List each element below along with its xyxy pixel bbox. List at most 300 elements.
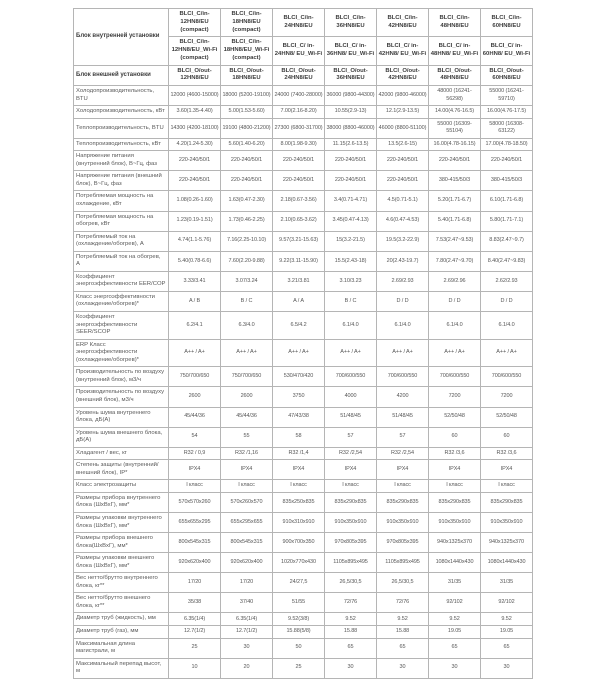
spec-value-cell: 12.7(1/2) [169, 625, 221, 638]
spec-row-label: Класс электрозащиты [74, 480, 169, 493]
spec-value-cell: 20 [221, 658, 273, 678]
spec-value-cell: 700/600/550 [325, 367, 377, 387]
spec-value-cell: 3750 [273, 387, 325, 407]
indoor-model-name: BLCI_C/in-60HN8/EU [481, 9, 533, 37]
spec-value-cell: 4.5(0.71-5.1) [377, 191, 429, 211]
spec-value-cell: R32 /3,6 [429, 447, 481, 460]
spec-value-cell: 655x655x295 [169, 512, 221, 532]
spec-value-cell: I класс [377, 480, 429, 493]
spec-row [74, 251, 533, 271]
spec-row-label: Диаметр труб (газ), мм [74, 625, 169, 638]
spec-value-cell: 380-415/50/3 [481, 171, 533, 191]
indoor-model-name: BLCI_C/in-24HN8/EU [273, 9, 325, 37]
spec-row-label: Размеры упаковки внешнего блока (ШхВхГ), мм* [74, 553, 169, 573]
spec-row-label: ERP Класс энергоэффективности (охлаждение/обогрев)* [74, 339, 169, 367]
indoor-wifi-model-name: BLCI_C/ in-48HN8/ EU_Wi-Fi [429, 37, 481, 65]
spec-value-cell: 14.00(4.76-16.5) [429, 106, 481, 119]
spec-value-cell: 7.80(2.47~9.70) [429, 251, 481, 271]
spec-value-cell: 835x290x835 [481, 492, 533, 512]
spec-value-cell: 50 [273, 638, 325, 658]
spec-row-label: Производительность по воздуху (внутренний блок), м3/ч [74, 367, 169, 387]
spec-value-cell: 54 [169, 427, 221, 447]
indoor-wifi-model-name: BLCI_C/in-18HN8/EU_Wi-Fi (compact) [221, 37, 273, 65]
outdoor-model-name: BLCI_O/out-48HN8/EU [429, 65, 481, 86]
spec-row [74, 460, 533, 480]
spec-value-cell: 47/43/38 [273, 407, 325, 427]
spec-row [74, 492, 533, 512]
outdoor-model-name: BLCI_O/out-18HN8/EU [221, 65, 273, 86]
spec-value-cell: IPX4 [221, 460, 273, 480]
spec-value-cell: 30 [221, 638, 273, 658]
spec-value-cell: 1.08(0.26-1.60) [169, 191, 221, 211]
spec-value-cell: 12000 (4600-15000) [169, 86, 221, 106]
spec-value-cell: 3.4(0.71-4.71) [325, 191, 377, 211]
spec-value-cell: 2.62/2.93 [481, 271, 533, 291]
spec-row-label: Холодопроизводительность, кВт [74, 106, 169, 119]
spec-value-cell: 9.52 [377, 613, 429, 626]
spec-table-body [74, 86, 533, 678]
spec-value-cell: 14300 (4200-18100) [169, 118, 221, 138]
spec-row [74, 271, 533, 291]
spec-value-cell: 52/50/48 [481, 407, 533, 427]
spec-value-cell: 910x350x910 [377, 512, 429, 532]
spec-row-label: Коэффициент энергоэффективности SEER/SCOP [74, 312, 169, 340]
indoor-wifi-model-name: BLCI_C/in-12HN8/EU_Wi-Fi (compact) [169, 37, 221, 65]
spec-value-cell: A / B [169, 291, 221, 311]
spec-value-cell: R32 /3,6 [481, 447, 533, 460]
spec-value-cell: 220-240/50/1 [377, 171, 429, 191]
spec-row [74, 339, 533, 367]
spec-value-cell: 7200 [481, 387, 533, 407]
spec-value-cell: 4200 [377, 387, 429, 407]
spec-row [74, 191, 533, 211]
outdoor-model-name: BLCI_O/out-36HN8/EU [325, 65, 377, 86]
spec-value-cell: 220-240/50/1 [169, 171, 221, 191]
spec-row-label: Хладагент / вес, кг [74, 447, 169, 460]
spec-value-cell: 1080x1440x430 [429, 553, 481, 573]
spec-value-cell: IPX4 [169, 460, 221, 480]
spec-value-cell: 46000 (8800-51100) [377, 118, 429, 138]
spec-value-cell: 12.7(1/2) [221, 625, 273, 638]
spec-value-cell: 52/50/48 [429, 407, 481, 427]
spec-value-cell: R32 / 0,9 [169, 447, 221, 460]
spec-value-cell: B / C [221, 291, 273, 311]
spec-value-cell: 38000 (8800-46000) [325, 118, 377, 138]
outdoor-model-name: BLCI_O/out-24HN8/EU [273, 65, 325, 86]
spec-value-cell: 57 [377, 427, 429, 447]
spec-value-cell: D / D [429, 291, 481, 311]
spec-value-cell: 5.20(1.71-6.7) [429, 191, 481, 211]
spec-value-cell: 4.74(1.1-5.76) [169, 231, 221, 251]
spec-row [74, 573, 533, 593]
spec-value-cell: 220-240/50/1 [221, 171, 273, 191]
spec-value-cell: 6.1/4.0 [429, 312, 481, 340]
spec-value-cell: 18000 (5200-19100) [221, 86, 273, 106]
header-row-outdoor [74, 65, 533, 86]
spec-row-label: Потребляемая мощность на обогрев, кВт [74, 211, 169, 231]
spec-value-cell: 15.88 [325, 625, 377, 638]
spec-value-cell: IPX4 [429, 460, 481, 480]
spec-value-cell: 7.16(2.25-10.10) [221, 231, 273, 251]
spec-value-cell: 92/102 [481, 593, 533, 613]
spec-value-cell: 15.88(5/8) [273, 625, 325, 638]
spec-value-cell: 570x570x260 [169, 492, 221, 512]
spec-value-cell: 5.40(0.78-6.6) [169, 251, 221, 271]
spec-value-cell: 7.53(2.47~9.53) [429, 231, 481, 251]
spec-value-cell: 58 [273, 427, 325, 447]
spec-value-cell: A++ / A+ [325, 339, 377, 367]
spec-value-cell: 45/44/36 [169, 407, 221, 427]
spec-value-cell: 48000 (16241-56298) [429, 86, 481, 106]
indoor-section-label: Блок внутренней установки [74, 9, 169, 66]
spec-value-cell: 24/27,5 [273, 573, 325, 593]
spec-value-cell: 3.07/3.24 [221, 271, 273, 291]
spec-value-cell: 220-240/50/1 [169, 151, 221, 171]
spec-row-label: Размеры прибора внутреннего блока (ШхВхГ), мм* [74, 492, 169, 512]
spec-value-cell: 9.22(3.11-15.90) [273, 251, 325, 271]
spec-value-cell: 1080x1440x430 [481, 553, 533, 573]
spec-value-cell: 220-240/50/1 [377, 151, 429, 171]
spec-value-cell: 220-240/50/1 [273, 151, 325, 171]
spec-value-cell: 380-415/50/3 [429, 171, 481, 191]
spec-value-cell: 6.3/4.0 [221, 312, 273, 340]
spec-value-cell: 7.60(2.20-9.88) [221, 251, 273, 271]
spec-value-cell: 25 [273, 658, 325, 678]
spec-row-label: Холодопроизводительность, BTU [74, 86, 169, 106]
spec-value-cell: 25 [169, 638, 221, 658]
spec-value-cell: 58000 (16308-63122) [481, 118, 533, 138]
spec-value-cell: 3.10/3.23 [325, 271, 377, 291]
spec-value-cell: 3.60(1.35-4.40) [169, 106, 221, 119]
spec-row-label: Потребляемая мощность на охлаждение, кВт [74, 191, 169, 211]
spec-value-cell: 26,5/30,5 [325, 573, 377, 593]
spec-value-cell: 31/35 [429, 573, 481, 593]
spec-value-cell: 42000 (9800-46000) [377, 86, 429, 106]
spec-value-cell: A++ / A+ [169, 339, 221, 367]
spec-value-cell: 750/700/650 [169, 367, 221, 387]
spec-row [74, 151, 533, 171]
indoor-wifi-model-name: BLCI_C/ in-60HN8/ EU_Wi-Fi [481, 37, 533, 65]
spec-value-cell: 2600 [221, 387, 273, 407]
spec-value-cell: 900x700x350 [273, 533, 325, 553]
spec-value-cell: 1.73(0.46-2.25) [221, 211, 273, 231]
spec-value-cell: 4.20(1.24-5.30) [169, 138, 221, 151]
spec-value-cell: 51/55 [273, 593, 325, 613]
spec-row [74, 447, 533, 460]
spec-value-cell: 51/48/45 [325, 407, 377, 427]
spec-value-cell: 19.5(3.2-22.9) [377, 231, 429, 251]
spec-row-label: Потребляемый ток на обогрев, А [74, 251, 169, 271]
spec-value-cell: I класс [429, 480, 481, 493]
indoor-wifi-model-name: BLCI_C/ in-36HN8/ EU_Wi-Fi [325, 37, 377, 65]
spec-value-cell: B / C [325, 291, 377, 311]
spec-value-cell: 835x290x835 [429, 492, 481, 512]
spec-value-cell: 8.83(2.47~9.7) [481, 231, 533, 251]
spec-value-cell: D / D [377, 291, 429, 311]
spec-value-cell: 65 [429, 638, 481, 658]
spec-value-cell: 570x260x570 [221, 492, 273, 512]
outdoor-model-name: BLCI_O/out-12HN8/EU [169, 65, 221, 86]
spec-value-cell: A++ / A+ [221, 339, 273, 367]
spec-row-label: Напряжение питания (внешний блок), В~Гц, фаз [74, 171, 169, 191]
spec-value-cell: 750/700/650 [221, 367, 273, 387]
spec-value-cell: 5.00(1.53-5.60) [221, 106, 273, 119]
spec-value-cell: I класс [169, 480, 221, 493]
spec-value-cell: R32 /2,54 [325, 447, 377, 460]
header-row-indoor [74, 9, 533, 37]
spec-value-cell: 2.10(0.65-3.62) [273, 211, 325, 231]
spec-value-cell: 37/40 [221, 593, 273, 613]
spec-value-cell: 700/600/550 [481, 367, 533, 387]
spec-value-cell: 17.00(4.78-18.50) [481, 138, 533, 151]
spec-row-label: Степень защиты (внутренний/внешний блок), IP* [74, 460, 169, 480]
spec-row [74, 638, 533, 658]
spec-value-cell: D / D [481, 291, 533, 311]
spec-value-cell: R32 /2,54 [377, 447, 429, 460]
spec-value-cell: 220-240/50/1 [273, 171, 325, 191]
spec-value-cell: 920x620x400 [169, 553, 221, 573]
indoor-wifi-model-name: BLCI_C/ in-42HN8/ EU_Wi-Fi [377, 37, 429, 65]
spec-value-cell: 7.00(2.16-8.20) [273, 106, 325, 119]
spec-value-cell: 12.1(2.9-13.5) [377, 106, 429, 119]
spec-value-cell: 57 [325, 427, 377, 447]
spec-value-cell: 24000 (7400-28000) [273, 86, 325, 106]
spec-value-cell: 35/38 [169, 593, 221, 613]
spec-value-cell: 15.5(2.43-18) [325, 251, 377, 271]
spec-value-cell: 940x1325x370 [481, 533, 533, 553]
spec-value-cell: 220-240/50/1 [481, 151, 533, 171]
spec-value-cell: 835x290x835 [377, 492, 429, 512]
spec-row [74, 533, 533, 553]
spec-value-cell: 9.52(3/8) [273, 613, 325, 626]
spec-value-cell: 835x250x835 [273, 492, 325, 512]
indoor-model-name: BLCI_C/in-36HN8/EU [325, 9, 377, 37]
spec-value-cell: 55 [221, 427, 273, 447]
spec-row [74, 138, 533, 151]
spec-value-cell: 30 [429, 658, 481, 678]
spec-value-cell: 9.52 [325, 613, 377, 626]
spec-row [74, 658, 533, 678]
spec-value-cell: A++ / A+ [377, 339, 429, 367]
spec-row-label: Потребляемый ток на (охлаждение/обогрев), А [74, 231, 169, 251]
spec-value-cell: 5.60(1.40-6.20) [221, 138, 273, 151]
spec-value-cell: 6.1/4.0 [325, 312, 377, 340]
indoor-model-name: BLCI_C/in-48HN8/EU [429, 9, 481, 37]
spec-value-cell: IPX4 [377, 460, 429, 480]
spec-value-cell: 55000 (16309-55104) [429, 118, 481, 138]
spec-value-cell: IPX4 [481, 460, 533, 480]
spec-value-cell: 72/76 [377, 593, 429, 613]
spec-row-label: Диаметр труб (жидкость), мм [74, 613, 169, 626]
spec-value-cell: 17/20 [221, 573, 273, 593]
indoor-model-name: BLCI_C/in-42HN8/EU [377, 9, 429, 37]
spec-value-cell: 27300 (6800-31700) [273, 118, 325, 138]
spec-value-cell: 6.1/4.0 [481, 312, 533, 340]
spec-value-cell: I класс [481, 480, 533, 493]
spec-value-cell: 6.2/4.1 [169, 312, 221, 340]
spec-value-cell: A++ / A+ [481, 339, 533, 367]
spec-value-cell: 9.52 [429, 613, 481, 626]
spec-value-cell: 220-240/50/1 [325, 171, 377, 191]
spec-table-header [74, 9, 533, 86]
spec-row-label: Вес нетто/брутто внутреннего блока, кг** [74, 573, 169, 593]
indoor-model-name: BLCI_C/in-12HN8/EU (compact) [169, 9, 221, 37]
spec-row [74, 553, 533, 573]
spec-value-cell: 6.1/4.0 [377, 312, 429, 340]
spec-row [74, 118, 533, 138]
spec-value-cell: A / A [273, 291, 325, 311]
spec-value-cell: 9.52 [481, 613, 533, 626]
spec-value-cell: 2.69/2.93 [377, 271, 429, 291]
spec-value-cell: 65 [325, 638, 377, 658]
spec-value-cell: 31/35 [481, 573, 533, 593]
spec-row [74, 106, 533, 119]
indoor-model-name: BLCI_C/in-18HN8/EU (compact) [221, 9, 273, 37]
spec-value-cell: 3.45(0.47-4.13) [325, 211, 377, 231]
spec-value-cell: 36000 (9800-44300) [325, 86, 377, 106]
spec-value-cell: 30 [377, 658, 429, 678]
spec-value-cell: 970x805x395 [325, 533, 377, 553]
spec-row [74, 407, 533, 427]
spec-value-cell: 9.57(3.21-15.63) [273, 231, 325, 251]
spec-value-cell: A++ / A+ [273, 339, 325, 367]
spec-value-cell: 1.63(0.47-2.30) [221, 191, 273, 211]
spec-value-cell: 13.5(2.6-15) [377, 138, 429, 151]
spec-row [74, 231, 533, 251]
spec-value-cell: 1105x895x495 [377, 553, 429, 573]
spec-value-cell: 30 [325, 658, 377, 678]
spec-value-cell: IPX4 [273, 460, 325, 480]
spec-row-label: Размеры упаковки внутреннего блока (ШхВхГ), мм* [74, 512, 169, 532]
spec-row [74, 171, 533, 191]
indoor-wifi-model-name: BLCI_C/ in-24HN8/ EU_Wi-Fi [273, 37, 325, 65]
spec-value-cell: 910x350x910 [481, 512, 533, 532]
spec-row-label: Теплопроизводительность, кВт [74, 138, 169, 151]
spec-row [74, 427, 533, 447]
spec-value-cell: 920x620x400 [221, 553, 273, 573]
spec-value-cell: 700/600/550 [377, 367, 429, 387]
spec-value-cell: 26,5/30,5 [377, 573, 429, 593]
spec-value-cell: 16.00(4.78-16.15) [429, 138, 481, 151]
spec-value-cell: 910x310x910 [273, 512, 325, 532]
spec-value-cell: 6.10(1.71-6.8) [481, 191, 533, 211]
spec-value-cell: I класс [325, 480, 377, 493]
spec-row [74, 367, 533, 387]
spec-row-label: Размеры прибора внешнего блока(ШхВхГ), мм* [74, 533, 169, 553]
spec-value-cell: 16.00(4.76-17.5) [481, 106, 533, 119]
spec-value-cell: 910x350x910 [325, 512, 377, 532]
spec-row [74, 312, 533, 340]
spec-value-cell: 15(3.2-21.5) [325, 231, 377, 251]
spec-value-cell: 60 [481, 427, 533, 447]
spec-value-cell: 15.88 [377, 625, 429, 638]
spec-value-cell: 1.23(0.19-1.51) [169, 211, 221, 231]
spec-row-label: Класс энергоэффективности (охлаждение/обогрев)* [74, 291, 169, 311]
spec-value-cell: 30 [481, 658, 533, 678]
spec-row-label: Уровень шума внутреннего блока, дБ(А) [74, 407, 169, 427]
spec-value-cell: 5.80(1.71-7.1) [481, 211, 533, 231]
outdoor-model-name: BLCI_O/out-60HN8/EU [481, 65, 533, 86]
spec-value-cell: 530/470/420 [273, 367, 325, 387]
spec-row [74, 593, 533, 613]
spec-value-cell: 45/44/36 [221, 407, 273, 427]
spec-value-cell: 4000 [325, 387, 377, 407]
spec-value-cell: 11.15(2.6-13.5) [325, 138, 377, 151]
spec-value-cell: IPX4 [325, 460, 377, 480]
spec-row [74, 512, 533, 532]
spec-row [74, 291, 533, 311]
spec-value-cell: 55000 (16241-59710) [481, 86, 533, 106]
spec-value-cell: 220-240/50/1 [221, 151, 273, 171]
spec-value-cell: 8.40(2.47~9.83) [481, 251, 533, 271]
spec-value-cell: 65 [377, 638, 429, 658]
spec-value-cell: 2.69/2.96 [429, 271, 481, 291]
spec-row [74, 86, 533, 106]
spec-value-cell: 220-240/50/1 [325, 151, 377, 171]
spec-value-cell: 8.00(1.98-9.30) [273, 138, 325, 151]
spec-row [74, 387, 533, 407]
spec-value-cell: 10 [169, 658, 221, 678]
spec-value-cell: 1020x770x430 [273, 553, 325, 573]
spec-value-cell: 51/48/45 [377, 407, 429, 427]
outdoor-section-label: Блок внешней установки [74, 65, 169, 86]
spec-value-cell: 92/102 [429, 593, 481, 613]
spec-value-cell: 800x545x315 [221, 533, 273, 553]
spec-value-cell: 6.5/4.2 [273, 312, 325, 340]
outdoor-model-name: BLCI_O/out-42HN8/EU [377, 65, 429, 86]
spec-value-cell: 20(2.43-19.7) [377, 251, 429, 271]
spec-value-cell: 970x805x395 [377, 533, 429, 553]
spec-sheet [73, 8, 533, 679]
spec-value-cell: 655x295x655 [221, 512, 273, 532]
spec-value-cell: 7200 [429, 387, 481, 407]
spec-value-cell: R32 /1,16 [221, 447, 273, 460]
spec-value-cell: 6.35(1/4) [221, 613, 273, 626]
spec-row [74, 613, 533, 626]
spec-value-cell: 4.6(0.47-4.53) [377, 211, 429, 231]
spec-table [73, 8, 533, 679]
spec-row [74, 625, 533, 638]
spec-value-cell: 6.35(1/4) [169, 613, 221, 626]
spec-row-label: Коэффициент энергоэффективности EER/COP [74, 271, 169, 291]
spec-value-cell: 835x290x835 [325, 492, 377, 512]
spec-row-label: Напряжение питания (внутренний блок), В~Гц, фаз [74, 151, 169, 171]
spec-value-cell: 19100 (4800-21200) [221, 118, 273, 138]
spec-value-cell: 17/20 [169, 573, 221, 593]
spec-value-cell: 60 [429, 427, 481, 447]
spec-row [74, 480, 533, 493]
spec-value-cell: I класс [221, 480, 273, 493]
spec-value-cell: I класс [273, 480, 325, 493]
spec-value-cell: 220-240/50/1 [429, 151, 481, 171]
spec-value-cell: 65 [481, 638, 533, 658]
spec-value-cell: 910x350x910 [429, 512, 481, 532]
spec-value-cell: 19.05 [429, 625, 481, 638]
spec-row-label: Максимальная длина магистрали, м [74, 638, 169, 658]
spec-row-label: Вес нетто/брутто внешнего блока, кг** [74, 593, 169, 613]
spec-value-cell: 940x1325x370 [429, 533, 481, 553]
spec-value-cell: 2600 [169, 387, 221, 407]
spec-row-label: Производительность по воздуху (внешний блок), м3/ч [74, 387, 169, 407]
spec-row-label: Теплопроизводительность, BTU [74, 118, 169, 138]
spec-value-cell: 2.18(0.67-3.56) [273, 191, 325, 211]
spec-value-cell: 72/76 [325, 593, 377, 613]
spec-row-label: Максимальный перепад высот, м [74, 658, 169, 678]
spec-value-cell: 3.21/3.81 [273, 271, 325, 291]
spec-value-cell: 1105x895x495 [325, 553, 377, 573]
spec-value-cell: A++ / A+ [429, 339, 481, 367]
spec-value-cell: 800x545x315 [169, 533, 221, 553]
